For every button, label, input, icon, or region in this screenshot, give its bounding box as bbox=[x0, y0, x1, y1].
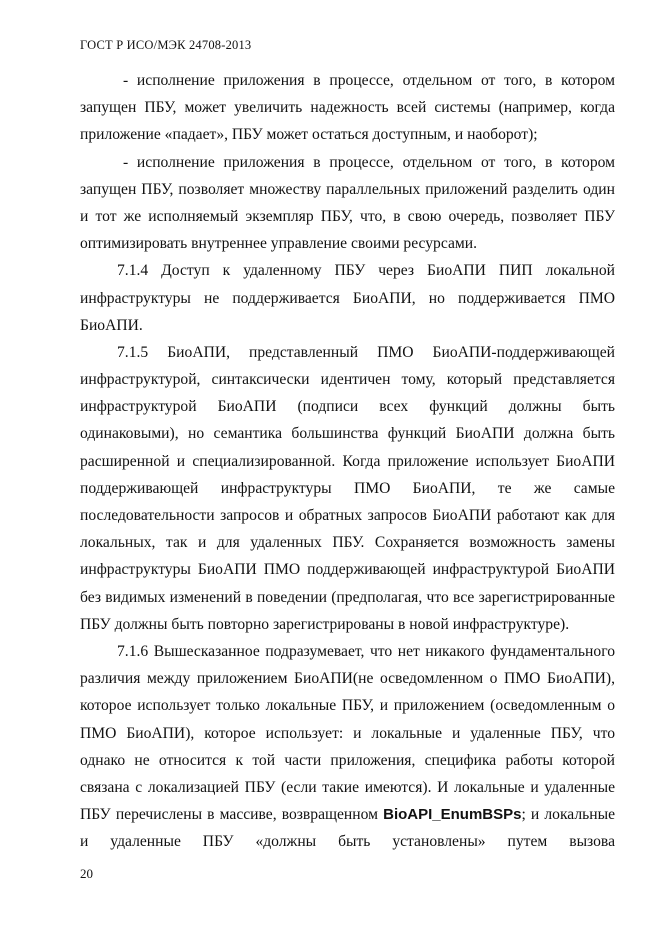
paragraph-7-1-5 bbox=[80, 339, 615, 638]
text-line: без видимых изменений в поведении (предполагая, что все зарегистрированные bbox=[80, 588, 615, 606]
text-line: поддерживающей инфраструктуры ПМО БиоАПИ, те же самые bbox=[80, 479, 615, 497]
text-line: локальных, так и для удаленных ПБУ. Сохраняется возможность замены bbox=[80, 534, 615, 552]
text-line: ПБУ должны быть повторно зарегистрированы в новой инфраструктуре). bbox=[80, 615, 570, 633]
paragraph-7-1-6 bbox=[80, 638, 615, 856]
text-line: инфраструктурой, синтаксически идентичен тому, который представляется bbox=[80, 371, 615, 389]
text-line: 7.1.6 Вышесказанное подразумевает, что нет никакого фундаментального bbox=[117, 642, 615, 660]
text-line: - исполнение приложения в процессе, отдельном от того, в котором bbox=[123, 72, 615, 89]
text-line: запущен ПБУ, может увеличить надежность всей системы (например, когда bbox=[80, 99, 615, 117]
text-line: связана с локализацией ПБУ (если такие имеются). И локальные и удаленные bbox=[80, 778, 615, 796]
text-line: различия между приложением БиоАПИ(не осведомленном о ПМО БиоАПИ), bbox=[80, 670, 615, 688]
text-line: инфраструктурой БиоАПИ (подписи всех функций должны быть bbox=[80, 398, 615, 416]
text-line: однако не относится к той части приложения, специфика работы которой bbox=[80, 751, 615, 769]
text-line-with-function bbox=[80, 801, 615, 828]
text-line: расширенной и специализированной. Когда приложение использует БиоАПИ bbox=[80, 452, 615, 470]
text-segment: ПБУ перечислены в массиве, возвращенном bbox=[80, 806, 378, 824]
text-line: ПМО БиоАПИ), которое использует: и локальные и удаленные ПБУ, что bbox=[80, 724, 615, 742]
text-line: и удаленные ПБУ «должны быть установлены» путем вызова bbox=[80, 833, 615, 851]
text-line: инфраструктуры БиоАПИ ПМО поддерживающей инфраструктурой БиоАПИ bbox=[80, 561, 615, 579]
text-line: БиоАПИ. bbox=[80, 316, 143, 334]
text-line: инфраструктуры не поддерживается БиоАПИ, но поддерживается ПМО bbox=[80, 289, 615, 307]
text-line: приложение «падает», ПБУ может остаться доступным, и наоборот); bbox=[80, 126, 538, 144]
list-item bbox=[80, 149, 615, 258]
page-header: ГОСТ Р ИСО/МЭК 24708-2013 bbox=[80, 38, 252, 52]
text-segment: ; и локальные bbox=[521, 806, 615, 824]
text-line: 7.1.4 Доступ к удаленному ПБУ через БиоАПИ ПИП локальной bbox=[117, 262, 615, 280]
function-name: BioAPI_EnumBSPs bbox=[383, 806, 522, 824]
text-line: запущен ПБУ, позволяет множеству параллельных приложений разделить один bbox=[80, 180, 615, 198]
text-line: оптимизировать внутреннее управление своими ресурсами. bbox=[80, 235, 477, 253]
text-line: одинаковыми), но семантика большинства функций БиоАПИ должна быть bbox=[80, 425, 615, 443]
paragraph-7-1-4 bbox=[80, 257, 615, 339]
text-line: последовательности запросов и обратных запросов БиоАПИ работают как для bbox=[80, 507, 615, 524]
text-line: которое использует только локальные ПБУ, и приложением (осведомленным о bbox=[80, 697, 615, 715]
page-number: 20 bbox=[80, 866, 93, 881]
list-item bbox=[80, 67, 615, 149]
text-line: и тот же исполняемый экземпляр ПБУ, что, в свою очередь, позволяет ПБУ bbox=[80, 207, 615, 225]
text-line: - исполнение приложения в процессе, отдельном от того, в котором bbox=[123, 153, 615, 171]
text-line: 7.1.5 БиоАПИ, представленный ПМО БиоАПИ-поддерживающей bbox=[117, 343, 615, 361]
page-body bbox=[80, 67, 615, 855]
